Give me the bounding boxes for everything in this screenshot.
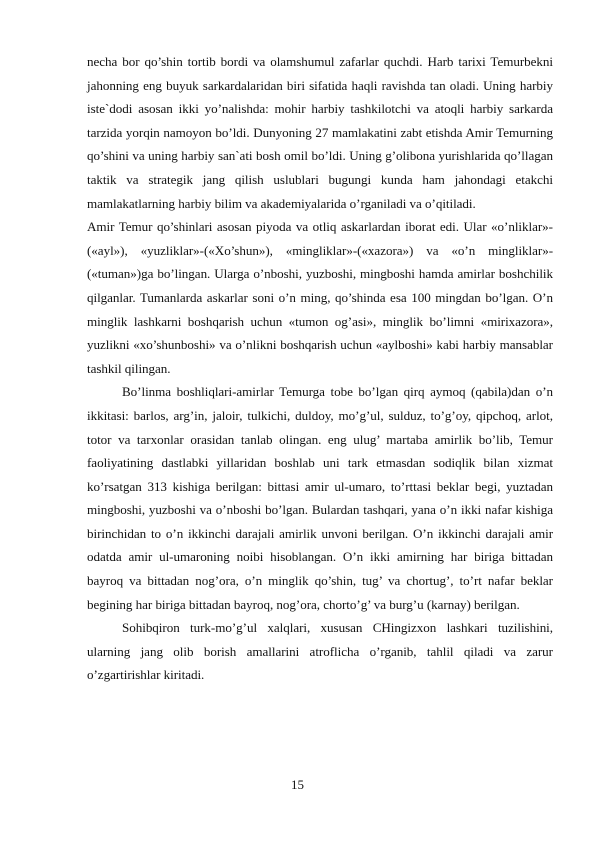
paragraph-3: Bo’linma boshliqlari-amirlar Temurga tobe bo’lgan qirq aymoq (qabila)dan o’n ikkitasi: barlos, arg’in, jaloir, tulkichi, duldoy, mo’g’ul, sulduz, to’g’oy, qipchoq, arlot, totor va tarxonlar orasidan tanlab olingan. eng ulug’ martaba amirlik bo’lib, Temur faoliyatining dastlabki yillaridan boshlab uni tark etmasdan sodiqlik bilan xizmat ko’rsatgan 313 kishiga berilgan: bittasi amir ul-umaro, to’rttasi beklar begi, yuztadan mingboshi, yuzboshi va o’nboshi bo’lgan. Bulardan tashqari, yana o’n ikki nafar kishiga birinchidan to o’n ikkinchi darajali amirlik unvoni berilgan. O’n ikkinchi darajali amir odatda amir ul-umaroning noibi hisoblangan. O’n ikki amirning har biriga bittadan bayroq va bittadan nog’ora, o’n minglik qo’shin, tug’ va chortug’, to’rt nafar beklar begining har biriga bittadan bayroq, nog’ora, chorto’g’ va burg’u (karnay) berilgan.: [87, 384, 553, 612]
paragraph-1: necha bor qo’shin tortib bordi va olamshumul zafarlar quchdi. Harb tarixi Temurbekni jahonning eng buyuk sarkardalaridan biri sifatida haqli ravishda tan oladi. Uning harbiy iste`dodi asosan ikki yo’nalishda: mohir harbiy tashkilotchi va atoqli harbiy sarkarda tarzida yorqin namoyon bo’ldi. Dunyoning 27 mamlakatini zabt etishda Amir Temurning qo’shini va uning harbiy san`ati bosh omil bo’ldi. Uning g’olibona yurishlarida qo’llagan taktik va strategik jang qilish uslublari bugungi kunda ham jahondagi etakchi mamlakatlarning harbiy bilim va akademiyalarida o’rganiladi va o’qitiladi.: [87, 54, 553, 211]
paragraph-4: Sohibqiron turk-mo’g’ul xalqlari, xususan CHingizxon lashkari tuzilishini, ularning jang olib borish amallarini atroflicha o’rganib, tahlil qiladi va zarur o’zgartirishlar kiritadi.: [87, 620, 553, 683]
page-number: 15: [291, 777, 304, 792]
document-body: [87, 50, 553, 687]
paragraph-2: Amir Temur qo’shinlari asosan piyoda va otliq askarlardan iborat edi. Ular «o’nliklar»-(«ayl»), «yuzliklar»-(«Xo’shun»), «mingliklar»-(«xazora») va «o’n mingliklar»-(«tuman»)ga bo’lingan. Ularga o’nboshi, yuzboshi, mingboshi hamda amirlar boshchilik qilganlar. Tumanlarda askarlar soni o’n ming, qo’shinda esa 100 mingdan bo’lgan. O’n minglik lashkarni boshqarish uchun «tumon og’asi», minglik bo’limni «mirixazora», yuzlikni «xo’shunboshi» va o’nlikni boshqarish uchun «aylboshi» kabi harbiy mansablar tashkil qilingan.: [87, 219, 553, 376]
